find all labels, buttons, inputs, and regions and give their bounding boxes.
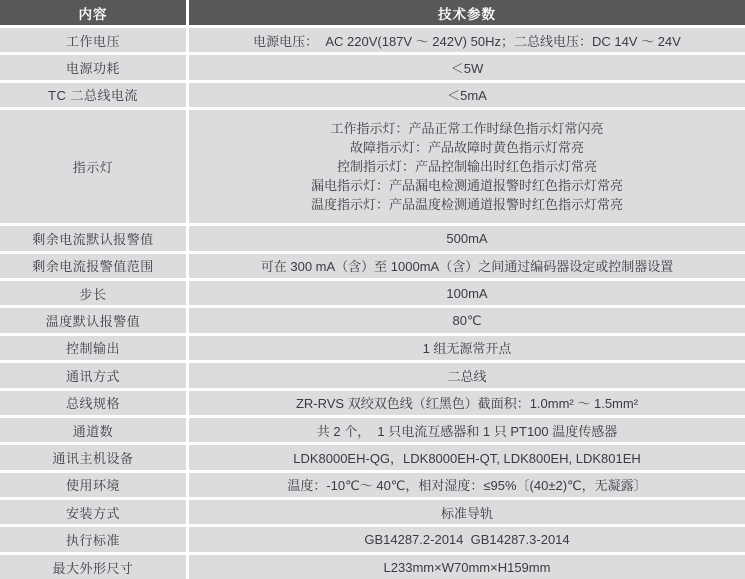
row-label: 安装方式 bbox=[0, 500, 186, 524]
table-row bbox=[0, 473, 745, 497]
row-label: 步长 bbox=[0, 281, 186, 305]
table-row bbox=[0, 281, 745, 305]
table-row bbox=[0, 83, 745, 107]
row-label: TC 二总线电流 bbox=[0, 83, 186, 107]
row-value: ＜5mA bbox=[189, 83, 745, 107]
row-value: GB14287.2-2014 GB14287.3-2014 bbox=[189, 527, 745, 551]
table-row bbox=[0, 55, 745, 79]
table-row bbox=[0, 28, 745, 52]
row-value bbox=[189, 110, 745, 223]
row-label: 指示灯 bbox=[0, 110, 186, 223]
row-value: 二总线 bbox=[189, 363, 745, 387]
table-row bbox=[0, 445, 745, 469]
header-content-column: 内容 bbox=[0, 0, 186, 25]
row-label: 通讯主机设备 bbox=[0, 445, 186, 469]
row-value: 电源电压： AC 220V(187V ～ 242V) 50Hz；二总线电压：DC 14V ～ 24V bbox=[189, 28, 745, 52]
row-label: 剩余电流默认报警值 bbox=[0, 226, 186, 250]
indicator-line: 工作指示灯：产品正常工作时绿色指示灯常闪亮 bbox=[330, 121, 604, 137]
row-value: ZR-RVS 双绞双色线（红黑色）截面积：1.0mm² ～ 1.5mm² bbox=[189, 391, 745, 415]
table-row bbox=[0, 555, 745, 579]
table-row bbox=[0, 500, 745, 524]
row-value: LDK8000EH-QG，LDK8000EH-QT, LDK800EH, LDK801EH bbox=[189, 445, 745, 469]
row-label: 执行标准 bbox=[0, 527, 186, 551]
indicator-line: 温度指示灯：产品温度检测通道报警时红色指示灯常亮 bbox=[310, 197, 623, 213]
row-value: 共 2 个， 1 只电流互感器和 1 只 PT100 温度传感器 bbox=[189, 418, 745, 442]
row-label: 控制输出 bbox=[0, 336, 186, 360]
table-row bbox=[0, 391, 745, 415]
row-label: 通讯方式 bbox=[0, 363, 186, 387]
table-row bbox=[0, 308, 745, 332]
row-value: 80℃ bbox=[189, 308, 745, 332]
row-value: 1 组无源常开点 bbox=[189, 336, 745, 360]
indicator-line: 漏电指示灯：产品漏电检测通道报警时红色指示灯常亮 bbox=[310, 178, 623, 194]
row-value: 可在 300 mA（含）至 1000mA（含）之间通过编码器设定或控制器设置 bbox=[189, 254, 745, 278]
indicator-line: 故障指示灯：产品故障时黄色指示灯常亮 bbox=[349, 140, 584, 156]
row-value: ＜5W bbox=[189, 55, 745, 79]
table-row bbox=[0, 527, 745, 551]
row-label: 剩余电流报警值范围 bbox=[0, 254, 186, 278]
row-label: 使用环境 bbox=[0, 473, 186, 497]
table-row bbox=[0, 254, 745, 278]
row-label: 电源功耗 bbox=[0, 55, 186, 79]
table-row bbox=[0, 363, 745, 387]
table-row bbox=[0, 110, 745, 223]
indicator-line: 控制指示灯：产品控制输出时红色指示灯常亮 bbox=[336, 159, 597, 175]
row-label: 总线规格 bbox=[0, 391, 186, 415]
row-label: 最大外形尺寸 bbox=[0, 555, 186, 579]
row-label: 温度默认报警值 bbox=[0, 308, 186, 332]
row-value: L233mm×W70mm×H159mm bbox=[189, 555, 745, 579]
row-value: 温度：-10℃～ 40℃，相对湿度：≤95%〔(40±2)℃，无凝露〕 bbox=[189, 473, 745, 497]
row-label: 工作电压 bbox=[0, 28, 186, 52]
table-row bbox=[0, 226, 745, 250]
row-value: 标准导轨 bbox=[189, 500, 745, 524]
table-row bbox=[0, 418, 745, 442]
row-label: 通道数 bbox=[0, 418, 186, 442]
table-row bbox=[0, 336, 745, 360]
header-params-column: 技术参数 bbox=[189, 0, 745, 25]
row-value: 100mA bbox=[189, 281, 745, 305]
table-header-row bbox=[0, 0, 745, 25]
row-value: 500mA bbox=[189, 226, 745, 250]
